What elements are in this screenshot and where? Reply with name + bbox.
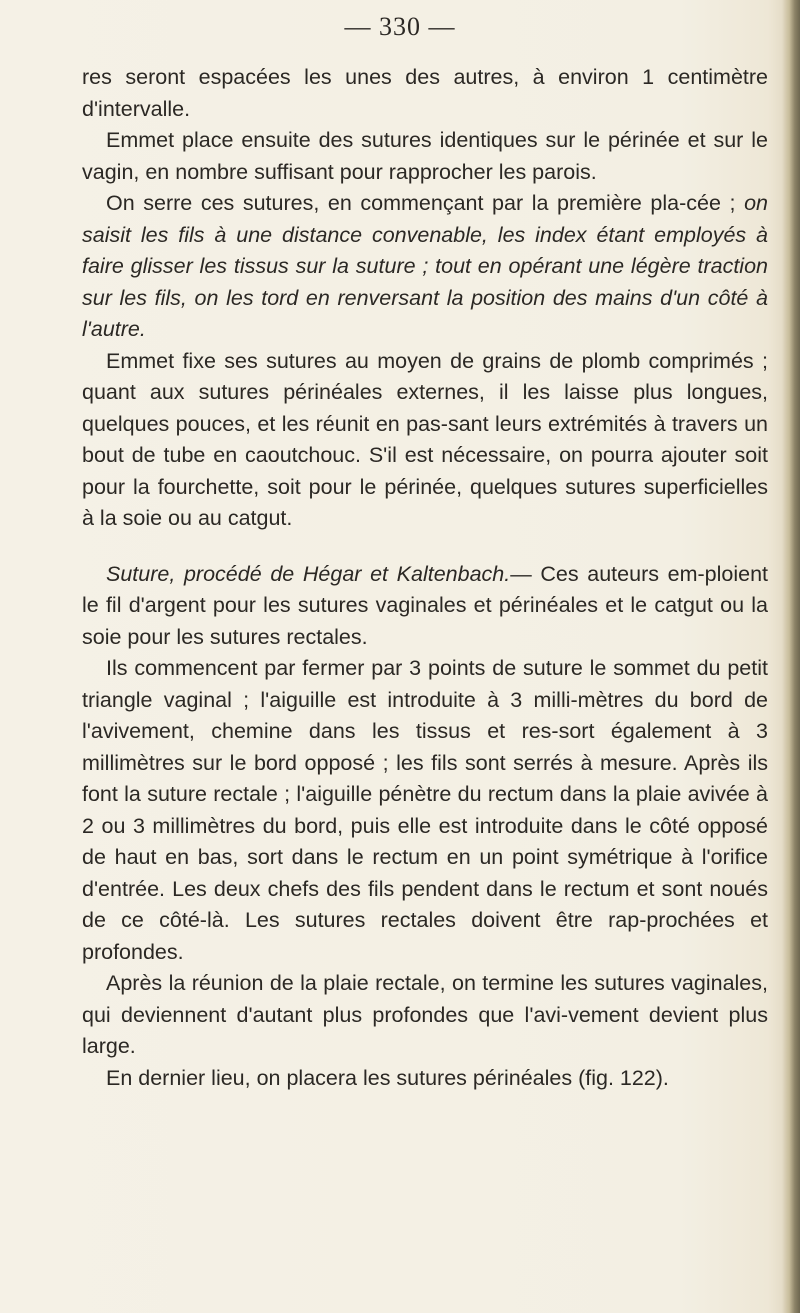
paragraph-ils-commencent: Ils commencent par fermer par 3 points de suture le sommet du petit triangle vaginal ; l'aiguille est introduite à 3 milli-mètres du bord de l'avivement, chemine dans les tissus et res-sort également à 3 millimètres sur le bord opposé ; les fils sont serrés à mesure. Après ils font la suture rectale ; l'aiguille pénètre du rectum dans la plaie avivée à 2 ou 3 millimètres du bord, puis elle est introduite dans le côté opposé de haut en bas, sort dans le rectum en un point symétrique à l'orifice d'entrée. Les deux chefs des fils pendent dans le rectum et sont noués de ce côté-là. Les sutures rectales doivent être rap-prochées et profondes. <box>82 656 768 964</box>
section-heading-hegar: Suture, procédé de Hégar et Kaltenbach. <box>106 561 511 586</box>
page-body <box>82 62 768 1094</box>
paragraph-serre-sutures <box>82 188 768 346</box>
paragraph-serre-italic: on saisit les fils à une distance convenable, les index étant employés à faire glisser les tissus sur la suture ; tout en opérant une légère traction sur les fils, on les tord en renversant la position des mains d'un côté à l'autre. <box>82 191 768 341</box>
paragraph-hegar-text: — Ces auteurs em-ploient le fil d'argent pour les sutures vaginales et périnéales et le catgut ou la soie pour les sutures rectales. <box>82 561 769 649</box>
paragraph-emmet-fixe: Emmet fixe ses sutures au moyen de grains de plomb comprimés ; quant aux sutures périnéales externes, il les laisse plus longues, quelques pouces, et les réunit en pas-sant leurs extrémités à travers un bout de tube en caoutchouc. S'il est nécessaire, on pourra ajouter soit pour la fourchette, soit pour le périnée, quelques sutures superficielles à la soie ou au catgut. <box>82 348 768 530</box>
paragraph-emmet-sutures: Emmet place ensuite des sutures identiques sur le périnée et sur le vagin, en nombre suffisant pour rapprocher les parois. <box>82 128 768 184</box>
page-number: — 330 — <box>344 12 456 41</box>
paragraph-apres-reunion: Après la réunion de la plaie rectale, on termine les sutures vaginales, qui deviennent d'autant plus profondes que l'avi-vement devient plus large. <box>82 971 768 1058</box>
paragraph-dernier-lieu: En dernier lieu, on placera les sutures périnéales (fig. 122). <box>106 1065 669 1090</box>
paragraph-serre-lead: On serre ces sutures, en commençant par la première pla-cée ; <box>106 191 745 215</box>
paragraph-hegar-kaltenbach <box>82 559 768 654</box>
paragraph-continuation: res seront espacées les unes des autres, à environ 1 centimètre d'intervalle. <box>82 65 768 121</box>
page-binding-edge <box>782 0 800 1313</box>
